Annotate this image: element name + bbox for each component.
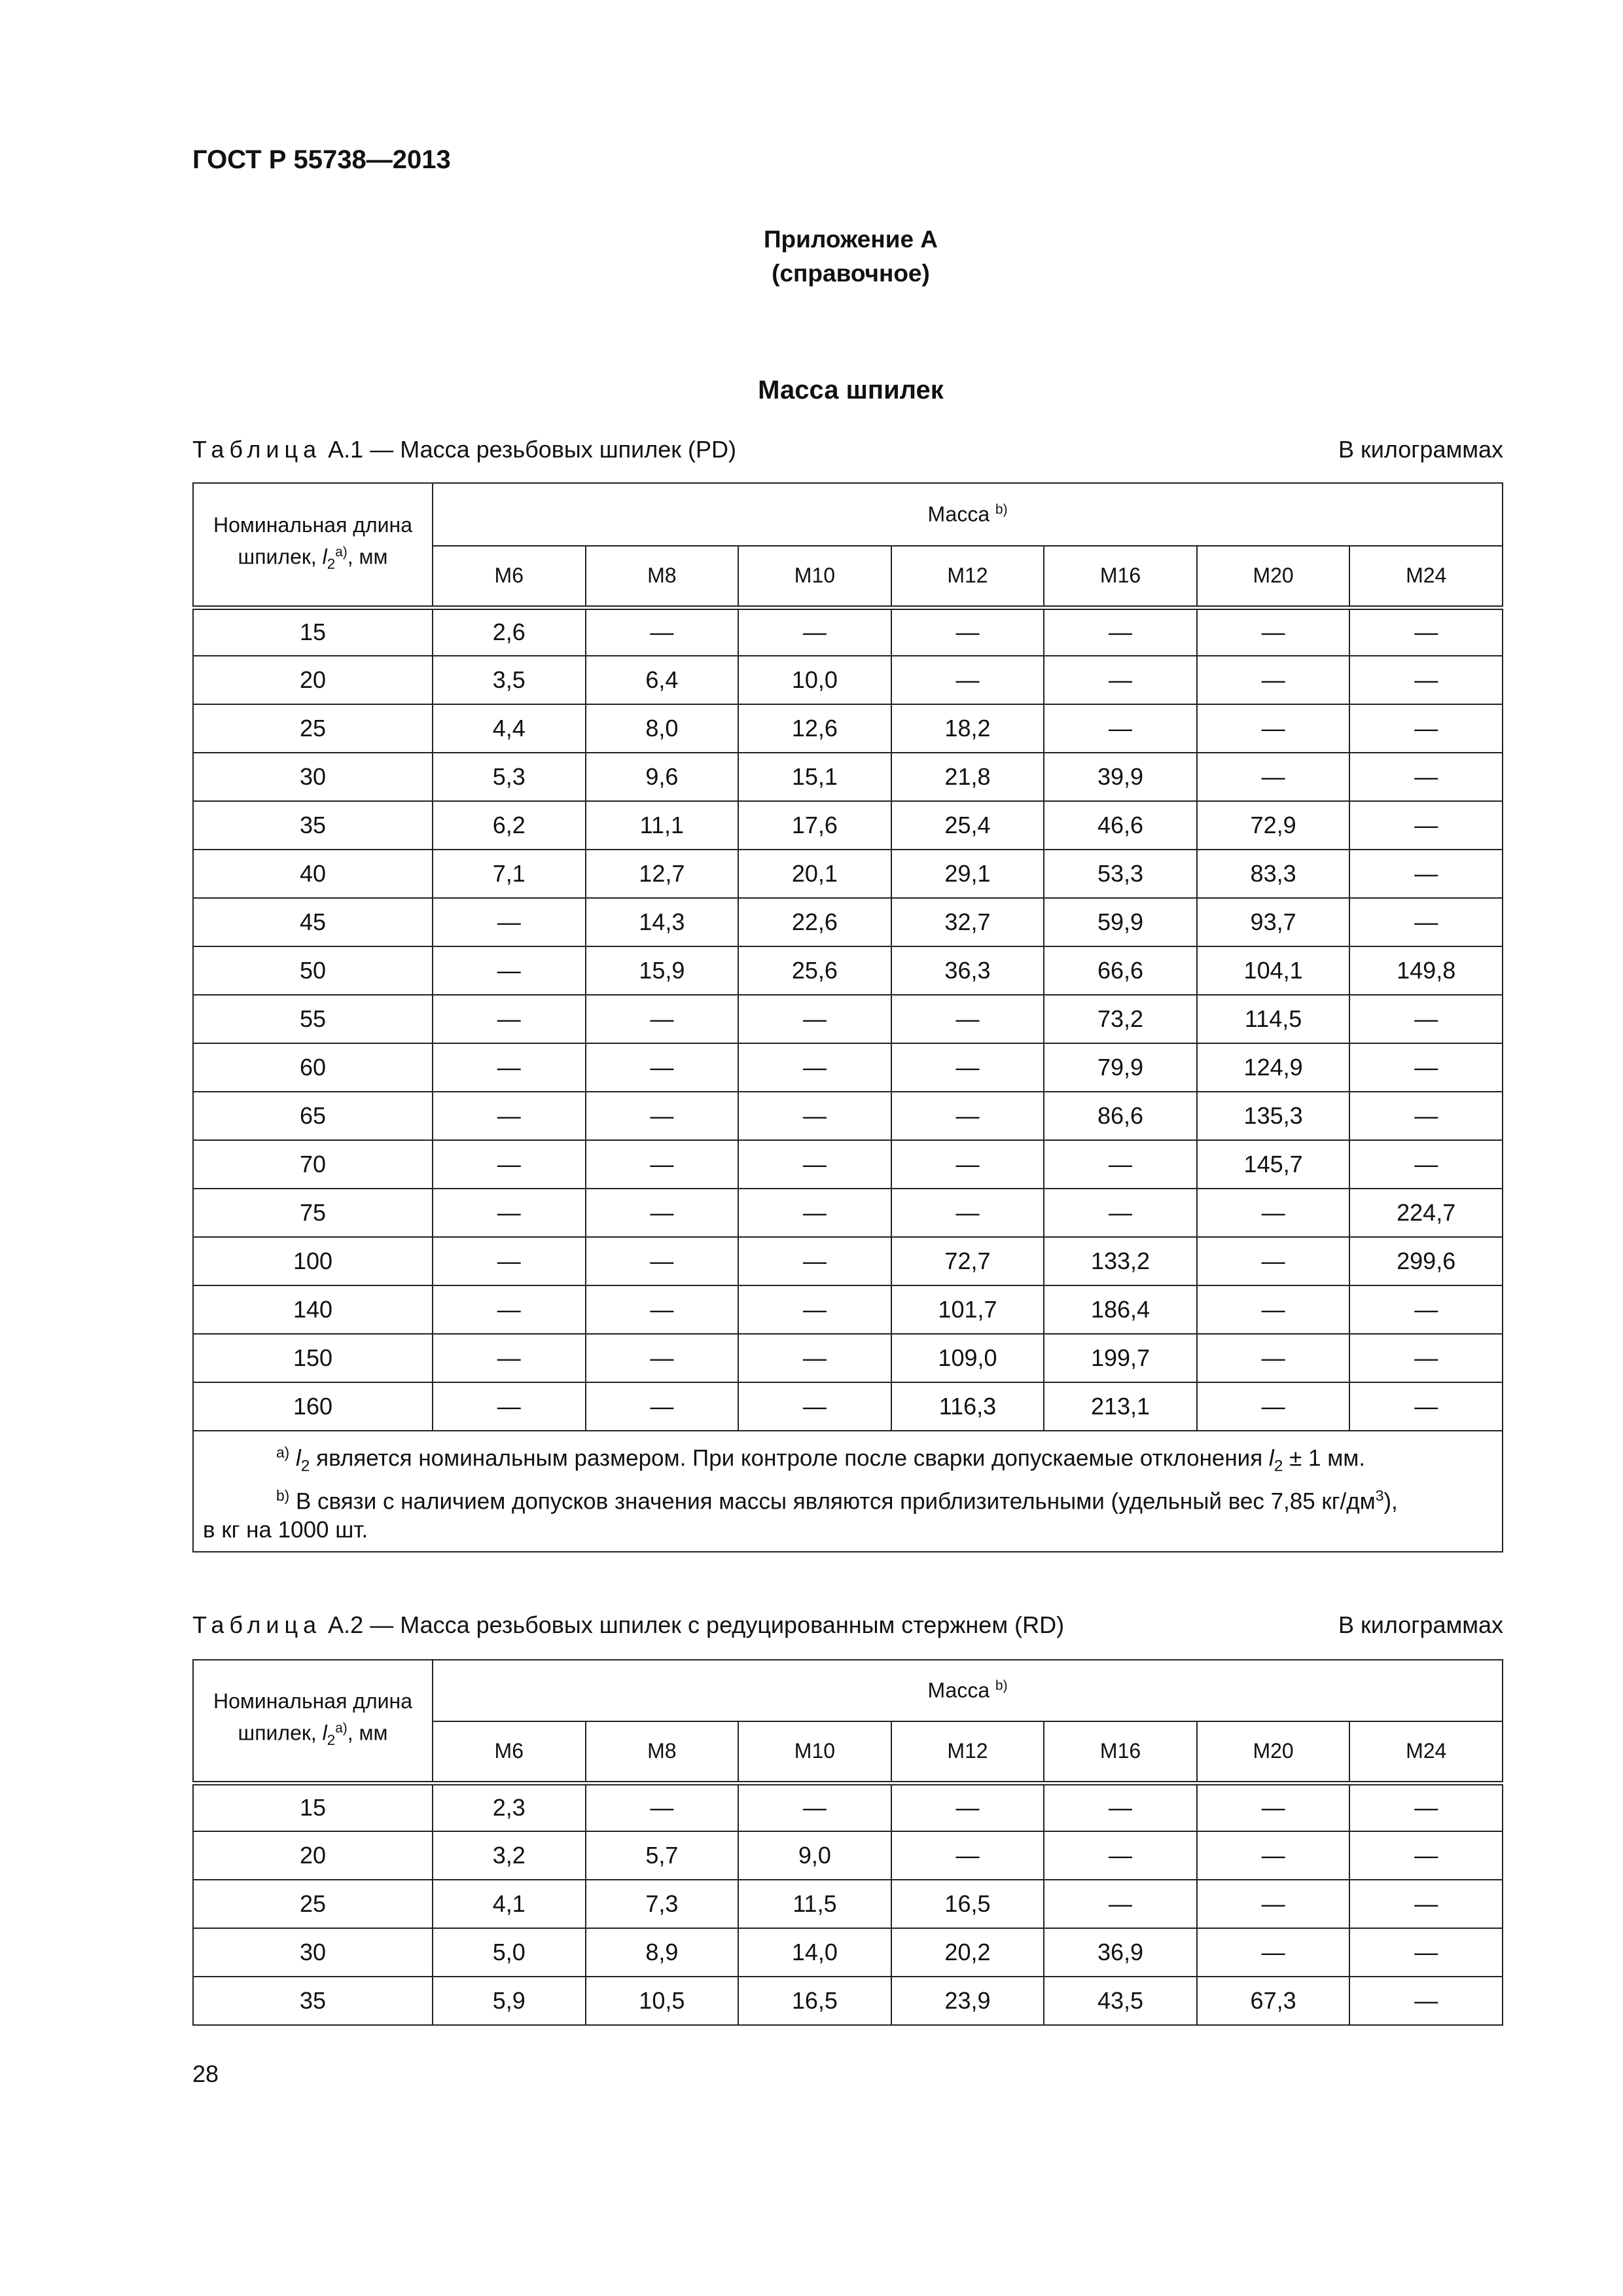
table1 [192, 482, 1503, 1552]
mass-cell: 17,6 [738, 801, 891, 850]
table1-footnotes [193, 1431, 1503, 1552]
mass-cell: — [891, 1092, 1044, 1140]
table-row [193, 1880, 1503, 1928]
mass-cell: — [1197, 1285, 1350, 1334]
table1-caption-text: А.1 — Масса резьбовых шпилек (PD) [321, 436, 737, 463]
mass-cell: — [433, 1285, 586, 1334]
mass-cell: — [1044, 1140, 1197, 1189]
table1-caption-prefix: Таблица [192, 436, 322, 463]
table2-mass-sup: b) [995, 1678, 1008, 1694]
mass-cell: 22,6 [738, 898, 891, 946]
mass-cell: — [1044, 1783, 1197, 1831]
mass-cell: — [738, 1043, 891, 1092]
mass-cell: — [433, 1140, 586, 1189]
mass-cell: 116,3 [891, 1382, 1044, 1431]
table-row [193, 753, 1503, 801]
table2-col-header: M20 [1197, 1721, 1350, 1783]
mass-cell: — [433, 1334, 586, 1382]
mass-cell: 29,1 [891, 850, 1044, 898]
table-row [193, 1092, 1503, 1140]
mass-cell: 135,3 [1197, 1092, 1350, 1140]
mass-cell: 5,7 [586, 1831, 739, 1880]
mass-cell: — [1044, 1831, 1197, 1880]
mass-cell: 199,7 [1044, 1334, 1197, 1382]
footnote-a-sub2: 2 [1274, 1457, 1283, 1475]
mass-cell: 59,9 [1044, 898, 1197, 946]
mass-cell: — [1349, 1140, 1503, 1189]
table1-units: В килограммах [1338, 436, 1503, 463]
mass-cell: 12,6 [738, 704, 891, 753]
table1-length-header-line2: шпилек, [238, 545, 323, 569]
table2 [192, 1659, 1503, 2026]
mass-cell: — [1197, 704, 1350, 753]
mass-cell: — [738, 1237, 891, 1285]
table-row [193, 995, 1503, 1043]
mass-cell: — [586, 1285, 739, 1334]
mass-cell: 133,2 [1044, 1237, 1197, 1285]
mass-cell: — [1197, 607, 1350, 656]
table1-col-header: M20 [1197, 546, 1350, 607]
section-title: Масса шпилек [758, 376, 944, 404]
mass-cell: 104,1 [1197, 946, 1350, 995]
mass-cell: — [1349, 1880, 1503, 1928]
table-row [193, 1043, 1503, 1092]
mass-cell: 10,5 [586, 1977, 739, 2025]
footnote-b-text: В связи с наличием допусков значения массы являются приблизительными (удельный вес 7,85 кг/дм [289, 1488, 1376, 1515]
mass-cell: 8,0 [586, 704, 739, 753]
length-cell: 160 [193, 1382, 433, 1431]
mass-cell: — [433, 1382, 586, 1431]
table1-col-header: M16 [1044, 546, 1197, 607]
annex-title: Приложение А [763, 226, 938, 253]
mass-cell: — [1349, 995, 1503, 1043]
table2-caption-text: А.2 — Масса резьбовых шпилек с редуцированным стержнем (RD) [321, 1611, 1065, 1638]
mass-cell: 2,3 [433, 1783, 586, 1831]
mass-cell: — [1349, 704, 1503, 753]
footnote-a-text: является номинальным размером. При контроле после сварки допускаемые отклонения [310, 1445, 1269, 1471]
length-cell: 55 [193, 995, 433, 1043]
mass-cell: — [433, 1043, 586, 1092]
mass-cell: — [433, 995, 586, 1043]
length-cell: 60 [193, 1043, 433, 1092]
mass-cell: 145,7 [1197, 1140, 1350, 1189]
table2-col-header: M6 [433, 1721, 586, 1783]
mass-cell: — [433, 946, 586, 995]
mass-cell: 4,4 [433, 704, 586, 753]
length-cell: 100 [193, 1237, 433, 1285]
mass-cell: — [1044, 1880, 1197, 1928]
length-cell: 15 [193, 1783, 433, 1831]
mass-cell: — [1197, 1831, 1350, 1880]
mass-cell: 224,7 [1349, 1189, 1503, 1237]
mass-cell: 3,2 [433, 1831, 586, 1880]
mass-cell: 73,2 [1044, 995, 1197, 1043]
mass-cell: 5,0 [433, 1928, 586, 1977]
mass-cell: — [738, 1382, 891, 1431]
mass-cell: — [586, 1189, 739, 1237]
mass-cell: 299,6 [1349, 1237, 1503, 1285]
mass-cell: — [1197, 1928, 1350, 1977]
table1-mass-label: Масса [927, 502, 995, 526]
mass-cell: — [1197, 1237, 1350, 1285]
mass-cell: 15,1 [738, 753, 891, 801]
mass-cell: 5,3 [433, 753, 586, 801]
mass-cell: — [1349, 850, 1503, 898]
mass-cell: 109,0 [891, 1334, 1044, 1382]
length-cell: 65 [193, 1092, 433, 1140]
mass-cell: — [738, 1285, 891, 1334]
document-header: ГОСТ Р 55738—2013 [192, 145, 451, 174]
length-cell: 35 [193, 801, 433, 850]
mass-cell: 16,5 [738, 1977, 891, 2025]
page-number: 28 [192, 2060, 219, 2087]
mass-cell: — [1349, 753, 1503, 801]
mass-cell: — [1197, 1880, 1350, 1928]
footnote-b-line2: в кг на 1000 шт. [203, 1517, 368, 1543]
mass-cell: — [1349, 1334, 1503, 1382]
mass-cell: — [1197, 753, 1350, 801]
mass-cell: 6,4 [586, 656, 739, 704]
table2-length-unit: , мм [347, 1721, 388, 1745]
mass-cell: — [891, 1783, 1044, 1831]
mass-cell: — [433, 1092, 586, 1140]
mass-cell: — [1197, 1783, 1350, 1831]
mass-cell: — [891, 1831, 1044, 1880]
mass-cell: — [891, 995, 1044, 1043]
mass-cell: 93,7 [1197, 898, 1350, 946]
table-row [193, 1189, 1503, 1237]
mass-cell: 11,1 [586, 801, 739, 850]
table2-mass-label: Масса [927, 1678, 995, 1702]
table1-mass-sup: b) [995, 502, 1008, 518]
mass-cell: 25,6 [738, 946, 891, 995]
mass-cell: 39,9 [1044, 753, 1197, 801]
mass-cell: 7,3 [586, 1880, 739, 1928]
mass-cell: 36,9 [1044, 1928, 1197, 1977]
table1-col-header: M8 [586, 546, 739, 607]
table2-col-header: M12 [891, 1721, 1044, 1783]
table2-length-sup: a) [335, 1720, 348, 1736]
mass-cell: — [1349, 1285, 1503, 1334]
length-cell: 30 [193, 753, 433, 801]
footnote-a-mark: a) [276, 1444, 290, 1461]
length-cell: 70 [193, 1140, 433, 1189]
table2-caption-prefix: Таблица [192, 1611, 322, 1638]
table-row [193, 607, 1503, 656]
table2-length-sub: 2 [327, 1731, 336, 1748]
mass-cell: — [586, 607, 739, 656]
table1-mass-header [433, 483, 1503, 546]
table2-col-header: M8 [586, 1721, 739, 1783]
table2-length-var: l [322, 1721, 327, 1745]
mass-cell: 6,2 [433, 801, 586, 850]
table-row [193, 801, 1503, 850]
table-row [193, 1977, 1503, 2025]
mass-cell: — [738, 1189, 891, 1237]
mass-cell: — [1197, 656, 1350, 704]
table2-length-header [193, 1660, 433, 1783]
table2-units: В килограммах [1338, 1611, 1503, 1638]
table-row [193, 1285, 1503, 1334]
footnote-a [203, 1438, 1491, 1481]
mass-cell: — [1349, 1783, 1503, 1831]
table-row [193, 1334, 1503, 1382]
table1-length-sub: 2 [327, 555, 336, 572]
mass-cell: 20,2 [891, 1928, 1044, 1977]
mass-cell: 14,0 [738, 1928, 891, 1977]
table1-length-var: l [322, 545, 327, 569]
mass-cell: 53,3 [1044, 850, 1197, 898]
mass-cell: — [891, 1043, 1044, 1092]
length-cell: 140 [193, 1285, 433, 1334]
table1-length-header-line1: Номинальная длина [213, 512, 412, 537]
mass-cell: — [586, 995, 739, 1043]
table1-length-unit: , мм [347, 545, 388, 569]
table-row [193, 1831, 1503, 1880]
mass-cell: 15,9 [586, 946, 739, 995]
length-cell: 45 [193, 898, 433, 946]
mass-cell: — [433, 1237, 586, 1285]
table1-col-header: M12 [891, 546, 1044, 607]
mass-cell: 9,6 [586, 753, 739, 801]
length-cell: 35 [193, 1977, 433, 2025]
table2-caption [192, 1611, 1501, 1639]
mass-cell: — [1044, 607, 1197, 656]
mass-cell: — [433, 898, 586, 946]
footnote-b-sup: 3 [1375, 1486, 1384, 1504]
mass-cell: — [586, 1043, 739, 1092]
table2-length-header-line1: Номинальная длина [213, 1689, 412, 1713]
mass-cell: 86,6 [1044, 1092, 1197, 1140]
mass-cell: 46,6 [1044, 801, 1197, 850]
table-row [193, 1237, 1503, 1285]
table-row [193, 1140, 1503, 1189]
table-row [193, 1783, 1503, 1831]
footnote-b [203, 1481, 1491, 1516]
table2-col-header: M10 [738, 1721, 891, 1783]
mass-cell: 10,0 [738, 656, 891, 704]
mass-cell: — [1197, 1382, 1350, 1431]
mass-cell: — [586, 1237, 739, 1285]
mass-cell: — [1044, 656, 1197, 704]
mass-cell: 2,6 [433, 607, 586, 656]
length-cell: 40 [193, 850, 433, 898]
table1-length-header [193, 483, 433, 607]
table2-mass-header [433, 1660, 1503, 1721]
mass-cell: — [891, 656, 1044, 704]
mass-cell: — [891, 1140, 1044, 1189]
table-row [193, 1382, 1503, 1431]
table-row [193, 704, 1503, 753]
mass-cell: — [1197, 1334, 1350, 1382]
length-cell: 20 [193, 1831, 433, 1880]
table1-body [193, 607, 1503, 1431]
table2-col-header: M16 [1044, 1721, 1197, 1783]
mass-cell: 3,5 [433, 656, 586, 704]
mass-cell: 20,1 [738, 850, 891, 898]
table2-body [193, 1783, 1503, 2025]
table-row [193, 850, 1503, 898]
table-row [193, 656, 1503, 704]
mass-cell: 79,9 [1044, 1043, 1197, 1092]
mass-cell: 4,1 [433, 1880, 586, 1928]
mass-cell: 12,7 [586, 850, 739, 898]
length-cell: 75 [193, 1189, 433, 1237]
mass-cell: 18,2 [891, 704, 1044, 753]
mass-cell: 114,5 [1197, 995, 1350, 1043]
mass-cell: — [1044, 704, 1197, 753]
mass-cell: — [586, 1783, 739, 1831]
table2-col-header: M24 [1349, 1721, 1503, 1783]
table2-length-header-line2: шпилек, [238, 1721, 323, 1745]
mass-cell: 7,1 [433, 850, 586, 898]
mass-cell: — [1044, 1189, 1197, 1237]
mass-cell: — [586, 1092, 739, 1140]
table1-length-sup: a) [335, 544, 348, 560]
mass-cell: — [433, 1189, 586, 1237]
mass-cell: 14,3 [586, 898, 739, 946]
table1-col-header: M10 [738, 546, 891, 607]
mass-cell: — [1197, 1189, 1350, 1237]
mass-cell: — [1349, 1977, 1503, 2025]
mass-cell: 32,7 [891, 898, 1044, 946]
table1-col-header: M6 [433, 546, 586, 607]
length-cell: 30 [193, 1928, 433, 1977]
mass-cell: — [1349, 898, 1503, 946]
length-cell: 15 [193, 607, 433, 656]
mass-cell: 36,3 [891, 946, 1044, 995]
mass-cell: — [738, 1783, 891, 1831]
mass-cell: 25,4 [891, 801, 1044, 850]
mass-cell: — [586, 1140, 739, 1189]
footnote-b-mark: b) [276, 1486, 290, 1504]
mass-cell: — [1349, 656, 1503, 704]
mass-cell: 21,8 [891, 753, 1044, 801]
mass-cell: 149,8 [1349, 946, 1503, 995]
mass-cell: 72,9 [1197, 801, 1350, 850]
mass-cell: — [1349, 1043, 1503, 1092]
footnote-a-var2: l [1268, 1445, 1274, 1471]
length-cell: 50 [193, 946, 433, 995]
mass-cell: 186,4 [1044, 1285, 1197, 1334]
length-cell: 150 [193, 1334, 433, 1382]
mass-cell: — [586, 1334, 739, 1382]
mass-cell: 83,3 [1197, 850, 1350, 898]
mass-cell: 9,0 [738, 1831, 891, 1880]
mass-cell: — [891, 607, 1044, 656]
mass-cell: 23,9 [891, 1977, 1044, 2025]
mass-cell: 8,9 [586, 1928, 739, 1977]
table-row [193, 946, 1503, 995]
mass-cell: — [738, 607, 891, 656]
mass-cell: 72,7 [891, 1237, 1044, 1285]
mass-cell: — [891, 1189, 1044, 1237]
table-row [193, 898, 1503, 946]
mass-cell: 16,5 [891, 1880, 1044, 1928]
footnote-b-tail: ), [1383, 1488, 1398, 1515]
mass-cell: — [586, 1382, 739, 1431]
footnote-a-sub: 2 [300, 1457, 310, 1475]
annex-type: (справочное) [772, 260, 930, 287]
mass-cell: — [738, 1092, 891, 1140]
mass-cell: — [738, 1334, 891, 1382]
mass-cell: — [1349, 801, 1503, 850]
length-cell: 25 [193, 1880, 433, 1928]
mass-cell: 124,9 [1197, 1043, 1350, 1092]
mass-cell: — [1349, 607, 1503, 656]
mass-cell: — [1349, 1382, 1503, 1431]
mass-cell: — [1349, 1092, 1503, 1140]
mass-cell: 67,3 [1197, 1977, 1350, 2025]
length-cell: 20 [193, 656, 433, 704]
mass-cell: 43,5 [1044, 1977, 1197, 2025]
table1-caption [192, 436, 1501, 463]
mass-cell: 5,9 [433, 1977, 586, 2025]
length-cell: 25 [193, 704, 433, 753]
mass-cell: — [1349, 1928, 1503, 1977]
annex-heading [0, 223, 1623, 291]
table1-col-header: M24 [1349, 546, 1503, 607]
footnote-a-tail: ± 1 мм. [1283, 1445, 1366, 1471]
mass-cell: 11,5 [738, 1880, 891, 1928]
mass-cell: — [738, 1140, 891, 1189]
footnote-a-var: l [295, 1445, 301, 1471]
table-row [193, 1928, 1503, 1977]
mass-cell: 66,6 [1044, 946, 1197, 995]
mass-cell: 101,7 [891, 1285, 1044, 1334]
mass-cell: — [738, 995, 891, 1043]
mass-cell: 213,1 [1044, 1382, 1197, 1431]
mass-cell: — [1349, 1831, 1503, 1880]
